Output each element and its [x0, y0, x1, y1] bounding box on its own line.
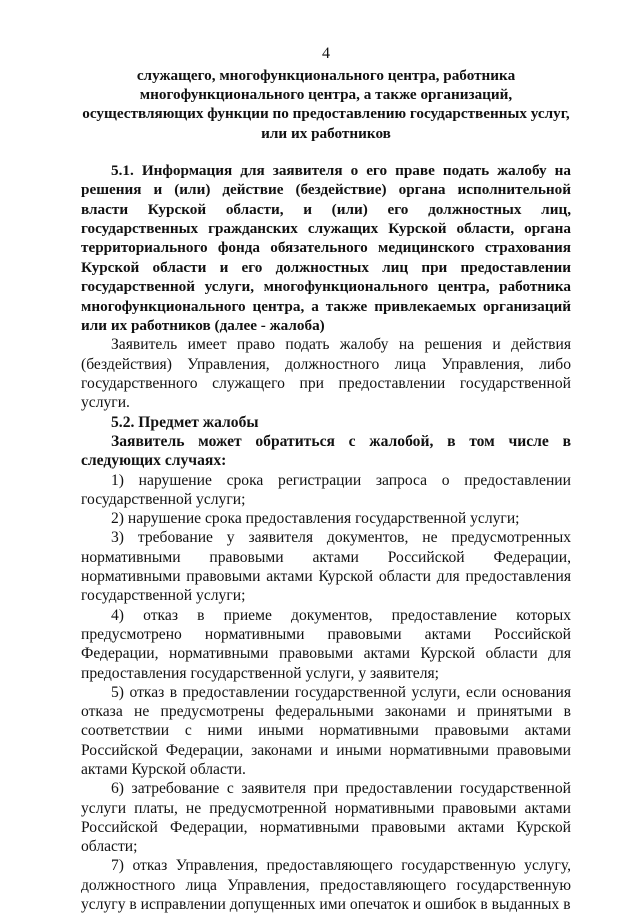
list-item: 5) отказ в предоставлении государственной услуги, если основания отказа не предусмотрены федеральными законами и принятыми в соответствии с ними иными нормативными правовыми актами Российской Федерации, законами и иными нормативными правовыми актами Курской области. [81, 683, 571, 778]
header-title: служащего, многофункционального центра, работника многофункционального центра, а также организаций, осуществляющих функции по предоставлению государственных услуг, или их работников [82, 67, 570, 142]
list-item: 3) требование у заявителя документов, не предусмотренных нормативными правовыми актами Российской Федерации, нормативными правовыми актами Курской области для предоставления государственной услуги; [81, 529, 571, 605]
list-item: 4) отказ в приеме документов, предоставление которых предусмотрено нормативными правовыми актами Российской Федерации, нормативными правовыми актами Курской области для предоставления государственной услуги, у заявителя; [81, 606, 571, 682]
page-number: 4 [322, 45, 330, 62]
section-5-1-heading: 5.1. Информация для заявителя о его праве подать жалобу на решения и (или) действие (бездействие) органа исполнительной власти Курской области, и (или) его должностных лиц, государственных гражданских служащих Курской области, органа территориального фонда обязательного медицинского страхования Курской области и его должностных лиц при предоставлении государственной услуги, многофункционального центра, работника многофункционального центра, а также привлекаемых организаций или их работников (далее - жалоба) [81, 161, 571, 335]
list-item: 1) нарушение срока регистрации запроса о предоставлении государственной услуги; [81, 471, 571, 508]
section-5-2-intro: Заявитель может обратиться с жалобой, в том числе в следующих случаях: [81, 432, 571, 470]
list-item: 7) отказ Управления, предоставляющего государственную услугу, должностного лица Управления, предоставляющего государственную услугу в исправлении допущенных ими опечаток и ошибок в выданных в [81, 857, 571, 914]
list-item: 6) затребование с заявителя при предоставлении государственной услуги платы, не предусмотренной нормативными правовыми актами Российской Федерации, нормативными правовыми актами Курской области; [81, 780, 571, 856]
section-5-2-heading: 5.2. Предмет жалобы [111, 413, 259, 431]
document-page [81, 44, 571, 914]
list-item: 2) нарушение срока предоставления государственной услуги; [111, 510, 520, 528]
section-5-1-text: Заявитель имеет право подать жалобу на решения и действия (бездействия) Управления, должностного лица Управления, либо государственного служащего при предоставлении государственной услуги. [81, 336, 571, 412]
